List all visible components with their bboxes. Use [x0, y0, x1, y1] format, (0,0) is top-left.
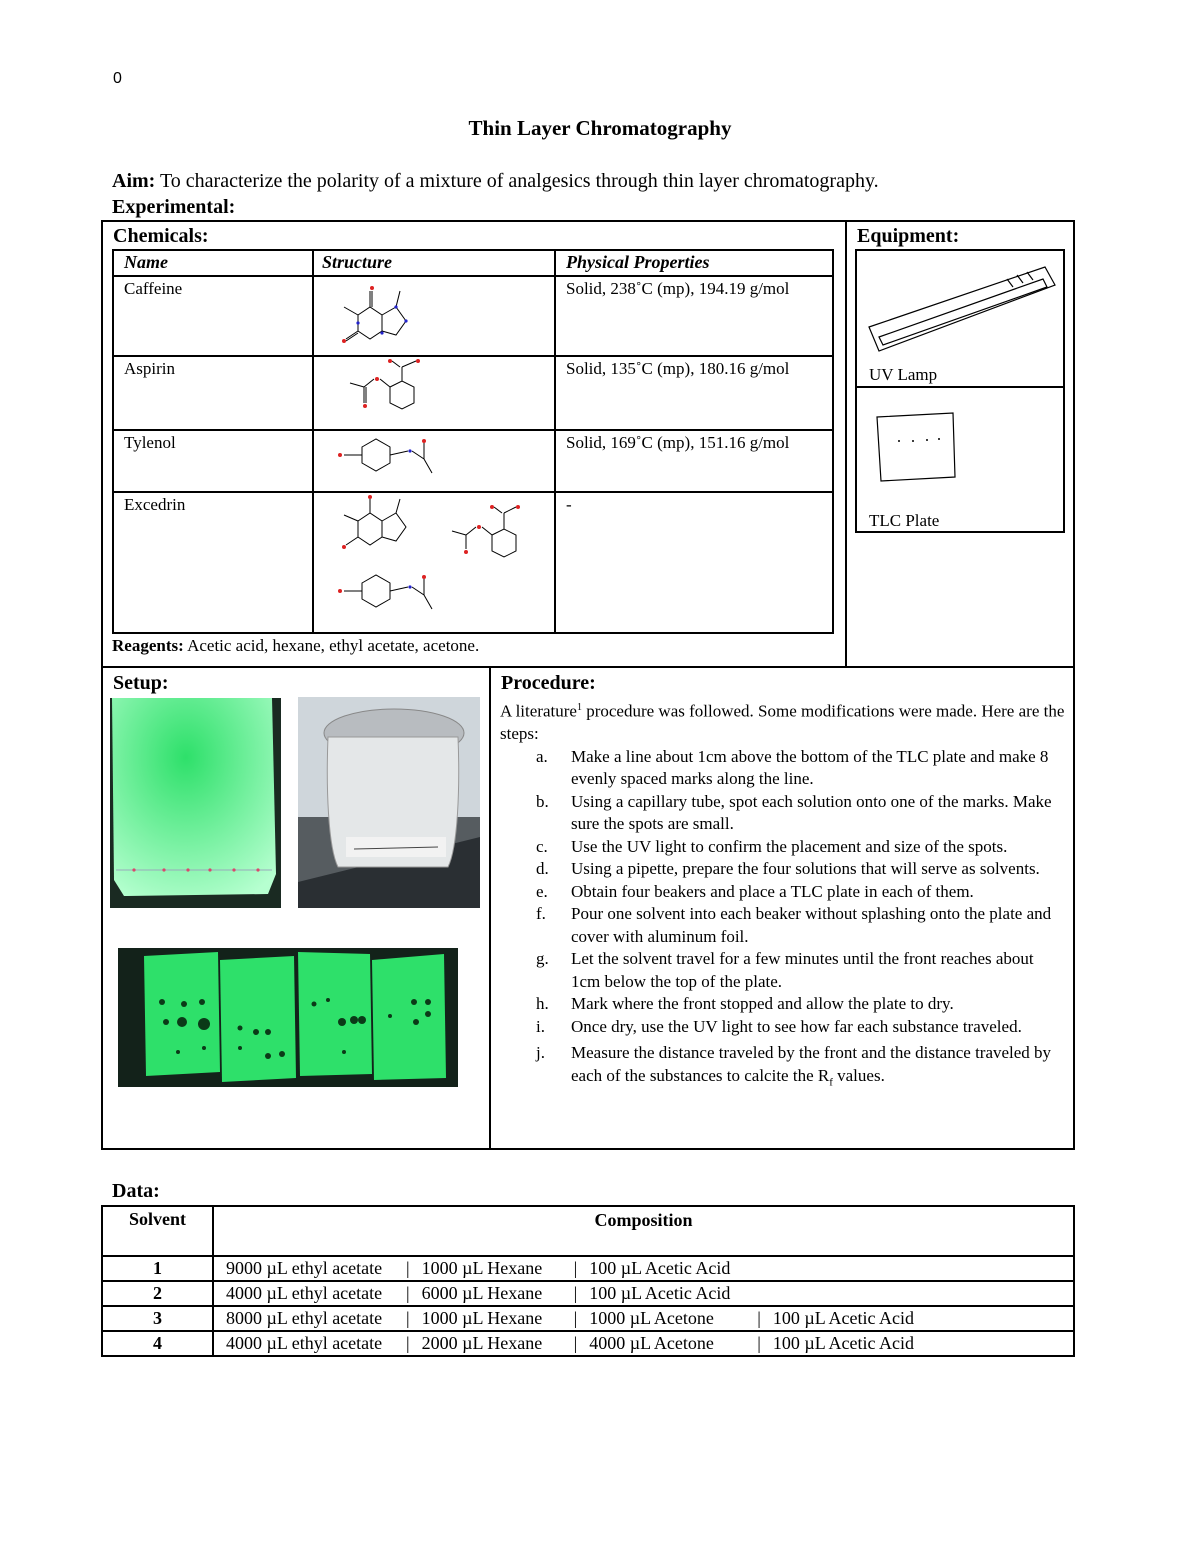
aim-text: To characterize the polarity of a mixture of analgesics through thin layer chromatography.	[155, 170, 879, 192]
chem-name: Caffeine	[124, 279, 183, 298]
solvent-number: 2	[102, 1281, 213, 1306]
aim-line	[112, 170, 879, 193]
reagents-line	[112, 636, 479, 656]
procedure-intro: A literature$^1$ procedure was followed. Some modifications were made. Here are the steps:	[500, 701, 1065, 744]
procedure-step: d. Using a pipette, prepare the four solutions that will serve as solvents.	[536, 859, 1040, 879]
reagents-label: Reagents:	[112, 636, 184, 655]
solvent-number: 4	[102, 1331, 213, 1356]
procedure-step: a. Make a line about 1cm above the bottom of the TLC plate and make 8 evenly spaced marks along the line.	[536, 746, 1049, 789]
header-solvent: Solvent	[102, 1206, 213, 1256]
procedure-step: h. Mark where the front stopped and allow the plate to dry.	[536, 994, 954, 1014]
chemicals-heading: Chemicals:	[113, 225, 209, 247]
experimental-label: Experimental:	[112, 196, 236, 218]
procedure-step: j. Measure the distance traveled by the front and the distance traveled by each of the substances to calcite the $R_f$ values.	[536, 1043, 1052, 1089]
setup-heading: Setup:	[113, 672, 169, 694]
developed-tlc-plates-photo	[118, 948, 458, 1087]
composition-cell: 4000 µL ethyl acetate | 2000 µL Hexane | 4000 µL Acetone | 100 µL Acetic Acid	[213, 1331, 1074, 1356]
composition-cell: 4000 µL ethyl acetate | 6000 µL Hexane | 100 µL Acetic Acid	[213, 1281, 1074, 1306]
solvent-number: 3	[102, 1306, 213, 1331]
chem-name: Excedrin	[124, 495, 186, 514]
solvent-number: 1	[102, 1256, 213, 1281]
tlc-plate-image	[875, 411, 957, 483]
reagents-text: Acetic acid, hexane, ethyl acetate, acetone.	[183, 636, 480, 655]
tylenol-structure-image	[320, 431, 454, 491]
procedure-step: f. Pour one solvent into each beaker without splashing onto the plate and cover with aluminum foil.	[536, 904, 1052, 946]
beaker-photo	[298, 697, 480, 908]
equipment-box	[855, 249, 1065, 533]
equipment-heading: Equipment:	[857, 225, 960, 247]
procedure-step: e. Obtain four beakers and place a TLC plate in each of them.	[536, 881, 974, 901]
page-number: 0	[113, 70, 122, 87]
aim-label: Aim:	[112, 170, 156, 192]
chem-name: Tylenol	[124, 433, 176, 452]
procedure-text	[500, 697, 1065, 1094]
composition-cell: 9000 µL ethyl acetate | 1000 µL Hexane | 100 µL Acetic Acid	[213, 1256, 1074, 1281]
chem-properties: -	[566, 495, 572, 514]
procedure-steps	[500, 746, 1065, 1094]
table-row	[102, 1206, 1074, 1256]
chem-properties: Solid, 169˚C (mp), 151.16 g/mol	[566, 433, 790, 452]
composition-cell: 8000 µL ethyl acetate | 1000 µL Hexane | 1000 µL Acetone | 100 µL Acetic Acid	[213, 1306, 1074, 1331]
tlc-plate-uv-photo	[110, 698, 281, 908]
procedure-heading: Procedure:	[501, 672, 596, 694]
header-structure: Structure	[322, 252, 393, 272]
page-title: Thin Layer Chromatography	[468, 116, 732, 140]
chemicals-table	[112, 249, 834, 634]
procedure-step: i. Once dry, use the UV light to see how far each substance traveled.	[536, 1016, 1022, 1036]
aspirin-structure-image	[320, 357, 440, 429]
chem-properties: Solid, 238˚C (mp), 194.19 g/mol	[566, 279, 790, 298]
table-row	[102, 1306, 1074, 1331]
header-composition: Composition	[213, 1206, 1074, 1256]
table-row	[102, 1281, 1074, 1306]
uv-lamp-image	[867, 265, 1057, 365]
chem-name: Aspirin	[124, 359, 175, 378]
procedure-step: g. Let the solvent travel for a few minutes until the front reaches about 1cm below the top of the plate.	[536, 949, 1034, 991]
table-row	[102, 1331, 1074, 1356]
chem-properties: Solid, 135˚C (mp), 180.16 g/mol	[566, 359, 790, 378]
data-heading: Data:	[112, 1180, 160, 1202]
tlc-plate-label: TLC Plate	[869, 511, 940, 530]
header-name: Name	[124, 252, 168, 272]
caffeine-structure-image	[320, 277, 440, 355]
uv-lamp-label: UV Lamp	[869, 365, 938, 384]
header-properties: Physical Properties	[566, 252, 710, 272]
procedure-step: c. Use the UV light to confirm the placement and size of the spots.	[536, 836, 1008, 856]
procedure-step: b. Using a capillary tube, spot each solution onto one of the marks. Make sure the spots are small.	[536, 791, 1052, 834]
excedrin-structure-image	[320, 493, 550, 629]
table-row	[102, 1256, 1074, 1281]
data-table	[101, 1205, 1075, 1357]
